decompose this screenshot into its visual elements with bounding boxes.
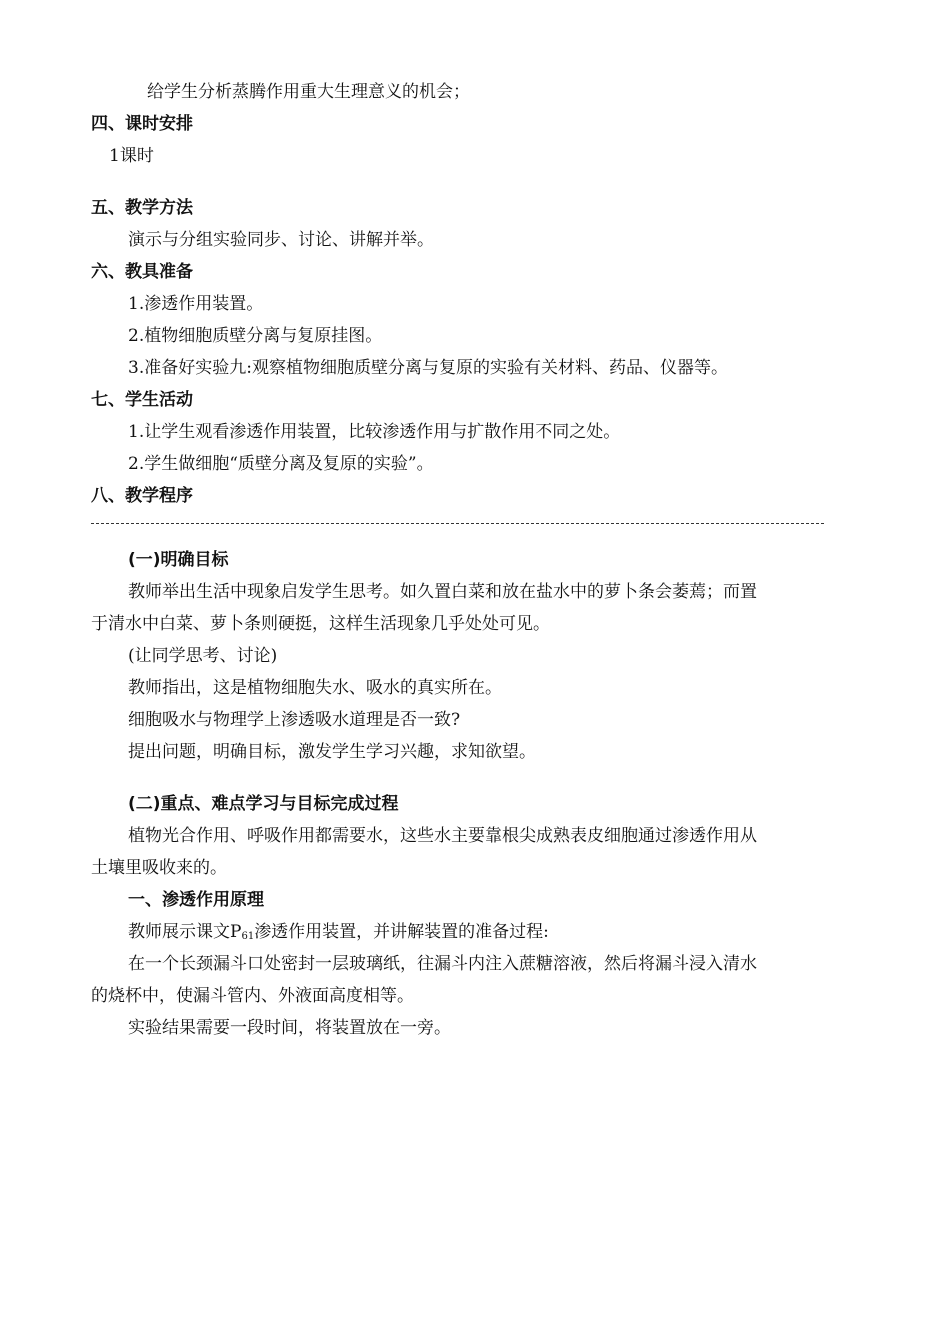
section-7-item: 2.学生做细胞“质壁分离及复原的实验”。 [128, 454, 434, 474]
p2-text-before: 教师展示课文P [128, 922, 242, 942]
part-1-paragraph: (让同学思考、讨论) [128, 646, 278, 666]
page-number-subscript: 61 [241, 931, 255, 942]
part-1-paragraph: 细胞吸水与物理学上渗透吸水道理是否一致? [128, 710, 461, 730]
part-2-paragraph: 实验结果需要一段时间，将装置放在一旁。 [128, 1018, 451, 1038]
section-4-body: 1课时 [109, 146, 154, 166]
part-2-paragraph: 在一个长颈漏斗口处密封一层玻璃纸，往漏斗内注入蔗糖溶液，然后将漏斗浸入清水 [128, 954, 757, 974]
section-7-item: 1.让学生观看渗透作用装置，比较渗透作用与扩散作用不同之处。 [128, 422, 621, 442]
section-6-item: 2.植物细胞质壁分离与复原挂图。 [128, 326, 383, 346]
p2-text-after: 渗透作用装置，并讲解装置的准备过程: [254, 922, 549, 942]
section-6-heading: 六、教具准备 [91, 262, 193, 282]
part-2-subheading: 一、渗透作用原理 [128, 890, 264, 910]
part-1-paragraph: 提出问题，明确目标，激发学生学习兴趣，求知欲望。 [128, 742, 536, 762]
section-8-heading: 八、教学程序 [91, 486, 193, 506]
part-1-paragraph: 教师举出生活中现象启发学生思考。如久置白菜和放在盐水中的萝卜条会萎蔫；而置 [128, 582, 757, 602]
section-5-heading: 五、教学方法 [91, 198, 193, 218]
dashed-divider [91, 523, 824, 524]
continued-text: 给学生分析蒸腾作用重大生理意义的机会； [147, 82, 470, 102]
section-5-body: 演示与分组实验同步、讨论、讲解并举。 [128, 230, 434, 250]
section-4-heading: 四、课时安排 [91, 114, 193, 134]
section-6-item: 3.准备好实验九:观察植物细胞质壁分离与复原的实验有关材料、药品、仪器等。 [128, 358, 728, 378]
part-1-paragraph-cont: 于清水中白菜、萝卜条则硬挺，这样生活现象几乎处处可见。 [91, 614, 550, 634]
part-2-paragraph-cont: 土壤里吸收来的。 [91, 858, 227, 878]
section-6-item: 1.渗透作用装置。 [128, 294, 264, 314]
part-2-paragraph [128, 920, 549, 949]
part-2-heading: (二)重点、难点学习与目标完成过程 [128, 794, 399, 814]
part-2-paragraph-cont: 的烧杯中，使漏斗管内、外液面高度相等。 [91, 986, 414, 1006]
section-7-heading: 七、学生活动 [91, 390, 193, 410]
part-1-paragraph: 教师指出，这是植物细胞失水、吸水的真实所在。 [128, 678, 502, 698]
part-1-heading: (一)明确目标 [128, 550, 229, 570]
part-2-paragraph: 植物光合作用、呼吸作用都需要水，这些水主要靠根尖成熟表皮细胞通过渗透作用从 [128, 826, 757, 846]
